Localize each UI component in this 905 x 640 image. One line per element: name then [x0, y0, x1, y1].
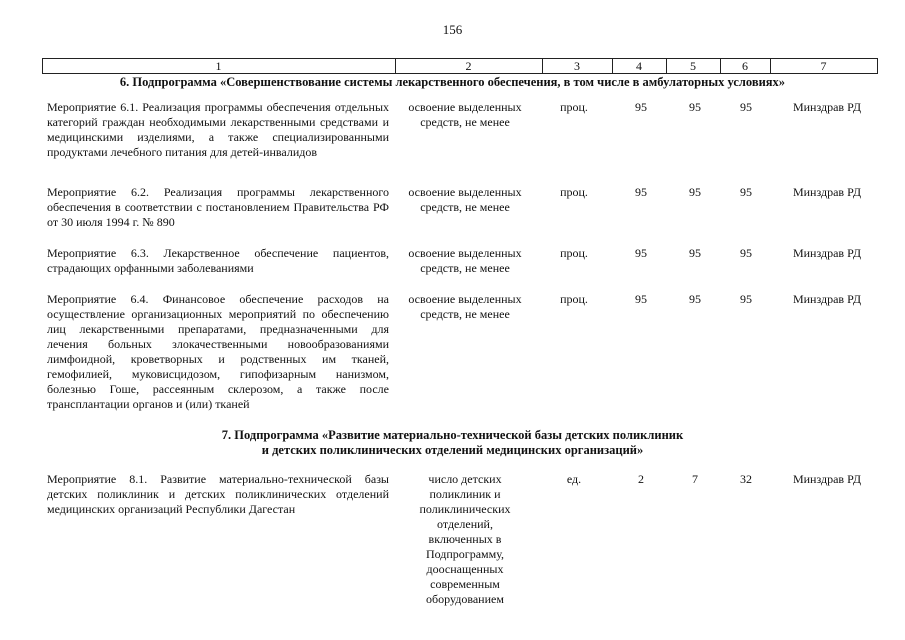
indicator-cell: освоение выделенных средств, не менее — [408, 246, 522, 275]
column-header-6: 6 — [742, 59, 748, 73]
value-cell: 95 — [635, 292, 647, 306]
unit-cell: проц. — [560, 185, 588, 199]
value-cell: 95 — [740, 100, 752, 114]
executor-cell: Минздрав РД — [792, 100, 862, 114]
indicator-cell: освоение выделенных средств, не менее — [408, 100, 522, 129]
section-title: 7. Подпрограмма «Развитие материально-технической базы детских поликлиник — [221, 428, 684, 442]
executor-cell: Минздрав РД — [792, 292, 862, 306]
executor-cell: Минздрав РД — [792, 472, 862, 486]
indicator-cell: освоение выделенных средств, не менее — [408, 292, 522, 321]
unit-cell: проц. — [560, 292, 588, 306]
measure-cell: Мероприятие 6.2. Реализация программы лекарственного обеспечения в соответствии с постановлением Правительства РФ от 30 июля 1994 г. № 890 — [47, 185, 389, 229]
section-title: и детских поликлинических отделений медицинских организаций» — [261, 443, 644, 457]
column-header-7: 7 — [820, 59, 827, 73]
executor-cell: Минздрав РД — [792, 246, 862, 260]
header-separator — [877, 58, 878, 73]
column-header-5: 5 — [690, 59, 696, 73]
column-header-1: 1 — [215, 59, 222, 73]
value-cell: 95 — [689, 185, 701, 199]
measure-cell: Мероприятие 6.4. Финансовое обеспечение расходов на осуществление организационных мероприятий по обеспечению лиц лекарственными препаратами, предназначенными для лечения больных злокачественными новообразованиями лимфоидной, кроветворных и родственных им тканей, гемофилией, муковисцидозом, гипофизарным нанизмом, болезнью Гоше, рассеянным склерозом, а также после трансплантации органов и (или) тканей — [47, 292, 389, 411]
value-cell: 95 — [689, 100, 701, 114]
executor-cell: Минздрав РД — [792, 185, 862, 199]
value-cell: 95 — [635, 246, 647, 260]
unit-cell: ед. — [566, 472, 582, 486]
value-cell: 95 — [689, 246, 701, 260]
value-cell: 95 — [635, 185, 647, 199]
column-header-2: 2 — [465, 59, 472, 73]
column-header-3: 3 — [574, 59, 580, 73]
section-title: 6. Подпрограмма «Совершенствование системы лекарственного обеспечения, в том числе в амбулаторных условиях» — [119, 75, 786, 89]
measure-cell: Мероприятие 6.3. Лекарственное обеспечение пациентов, страдающих орфанными заболеваниями — [47, 246, 389, 275]
value-cell: 7 — [692, 472, 698, 486]
value-cell: 2 — [638, 472, 644, 486]
measure-cell: Мероприятие 8.1. Развитие материально-технической базы детских поликлиник и детских поликлинических отделений медицинских организаций Республики Дагестан — [47, 472, 389, 516]
value-cell: 95 — [689, 292, 701, 306]
indicator-cell: освоение выделенных средств, не менее — [408, 185, 522, 214]
indicator-cell: число детских поликлиник и поликлинических отделений, включенных в Подпрограмму, дооснащенных современным оборудованием — [419, 472, 511, 606]
value-cell: 95 — [635, 100, 647, 114]
unit-cell: проц. — [560, 100, 588, 114]
header-bottom-line — [42, 73, 878, 74]
value-cell: 95 — [740, 292, 752, 306]
page-number: 156 — [442, 22, 463, 37]
value-cell: 95 — [740, 246, 752, 260]
unit-cell: проц. — [560, 246, 588, 260]
column-header-4: 4 — [636, 59, 642, 73]
measure-cell: Мероприятие 6.1. Реализация программы обеспечения отдельных категорий граждан необходимыми лекарственными средствами и медицинскими изделиями, а также специализированными продуктами лечебного питания для детей-инвалидов — [47, 100, 389, 159]
value-cell: 32 — [740, 472, 752, 486]
value-cell: 95 — [740, 185, 752, 199]
